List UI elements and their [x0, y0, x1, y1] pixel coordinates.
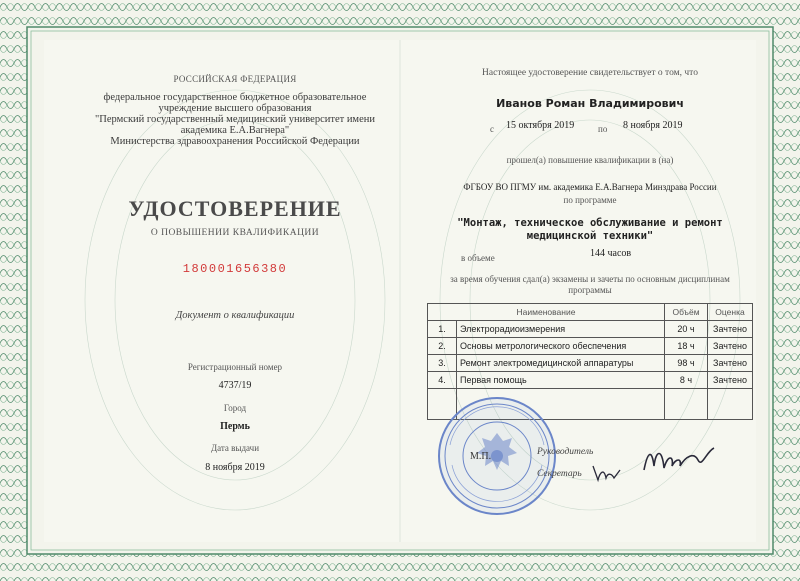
volume-label: в объеме — [461, 253, 495, 263]
discipline-name: Электрорадиоизмерения — [457, 321, 665, 338]
table-row — [428, 372, 753, 389]
registration-number: 4737/19 — [218, 380, 252, 391]
seal-place-label: М.П. — [470, 451, 492, 462]
holder-name: Иванов Роман Владимирович — [496, 97, 684, 110]
head-label: Руководитель — [537, 447, 594, 457]
program-name — [420, 217, 760, 243]
table-row — [428, 355, 753, 372]
row-number: 3. — [428, 355, 457, 372]
program-label: по программе — [563, 195, 617, 205]
discipline-hours: 98 ч — [665, 355, 708, 372]
col-header-name: Наименование — [428, 304, 665, 321]
table-row — [428, 321, 753, 338]
document-title: УДОСТОВЕРЕНИЕ — [128, 196, 342, 221]
discipline-name: Основы метрологического обеспечения — [457, 338, 665, 355]
secretary-label: Секретарь — [537, 469, 582, 479]
discipline-name: Первая помощь — [457, 372, 665, 389]
col-header-grade: Оценка — [708, 304, 753, 321]
row-number: 4. — [428, 372, 457, 389]
discipline-grade: Зачтено — [708, 338, 753, 355]
institution-name: ФГБОУ ВО ПГМУ им. академика Е.А.Вагнера Минздрава России — [463, 182, 717, 192]
head-signature — [640, 440, 720, 480]
country-label: РОССИЙСКАЯ ФЕДЕРАЦИЯ — [173, 74, 297, 84]
table-header-row — [428, 304, 753, 321]
qualification-text: прошел(а) повышение квалификации в (на) — [506, 155, 674, 165]
secretary-signature — [590, 462, 630, 486]
col-header-hours: Объём — [665, 304, 708, 321]
city-value: Пермь — [220, 421, 250, 432]
exams-text-2: программы — [568, 285, 612, 295]
city-label: Город — [223, 403, 247, 413]
program-line: "Монтаж, техническое обслуживание и ремонт — [457, 217, 723, 229]
table-row — [428, 338, 753, 355]
period-from-label: с — [490, 124, 494, 134]
org-line: учреждение высшего образования — [158, 103, 312, 114]
period-to-label: по — [598, 124, 608, 134]
org-line: Министерства здравоохранения Российской Федерации — [110, 136, 360, 147]
issue-date-label: Дата выдачи — [210, 443, 260, 453]
volume-value: 144 часов — [590, 248, 632, 259]
period-to-date: 8 ноября 2019 — [623, 120, 683, 131]
exams-text: за время обучения сдал(а) экзамены и зачеты по основным дисциплинам — [450, 274, 730, 284]
discipline-grade: Зачтено — [708, 355, 753, 372]
issue-date: 8 ноября 2019 — [205, 462, 265, 473]
issuer-organization — [90, 92, 380, 147]
period-from-date: 15 октября 2019 — [506, 120, 575, 131]
registration-label: Регистрационный номер — [187, 362, 283, 372]
discipline-grade: Зачтено — [708, 321, 753, 338]
discipline-name: Ремонт электромедицинской аппаратуры — [457, 355, 665, 372]
document-subtitle: О ПОВЫШЕНИИ КВАЛИФИКАЦИИ — [150, 228, 320, 238]
row-number: 1. — [428, 321, 457, 338]
discipline-hours: 18 ч — [665, 338, 708, 355]
serial-number: 180001656380 — [182, 262, 288, 276]
intro-text: Настоящее удостоверение свидетельствует о том, что — [482, 68, 698, 78]
org-line: "Пермский государственный медицинский университет имени — [95, 114, 375, 125]
program-line: медицинской техники" — [526, 230, 654, 242]
discipline-grade: Зачтено — [708, 372, 753, 389]
discipline-hours: 8 ч — [665, 372, 708, 389]
org-line: федеральное государственное бюджетное образовательное — [103, 92, 367, 103]
document-type: Документ о квалификации — [175, 310, 295, 321]
org-line: академика Е.А.Вагнера" — [180, 125, 290, 136]
row-number: 2. — [428, 338, 457, 355]
discipline-hours: 20 ч — [665, 321, 708, 338]
